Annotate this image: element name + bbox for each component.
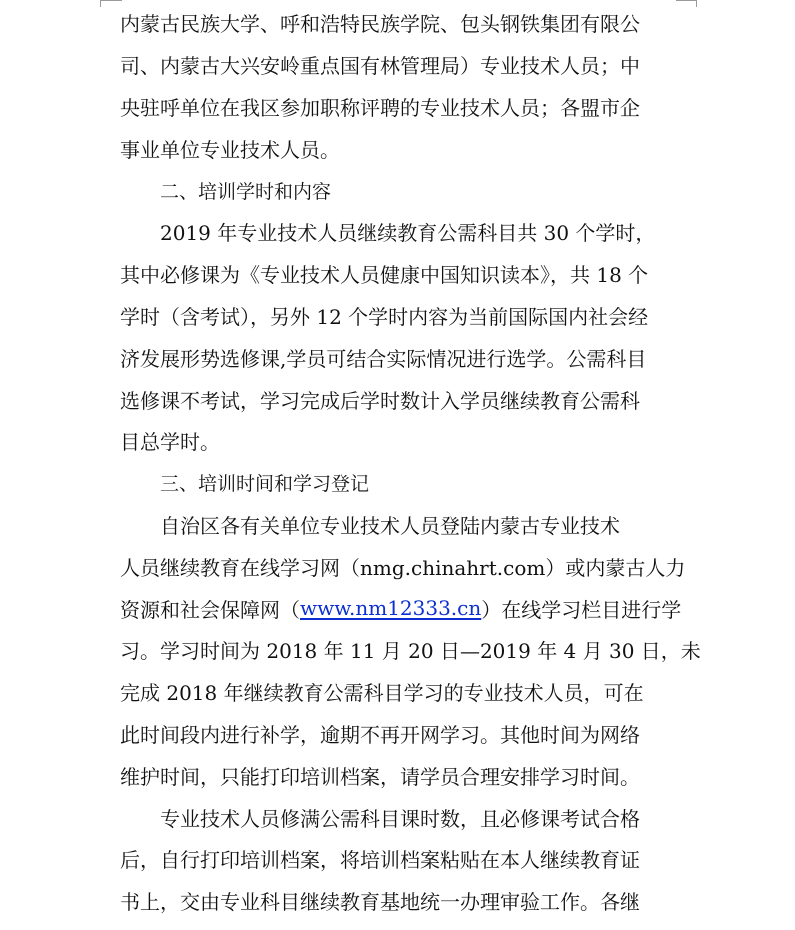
text-line: 后，自行打印培训档案，将培训档案粘贴在本人继续教育证 [120,848,640,873]
margin-corner-mark-right [696,0,697,7]
text-line: 选修课不考试，学习完成后学时数计入学员继续教育公需科 [120,388,640,413]
text-line: 书上，交由专业科目继续教育基地统一办理审验工作。各继 [120,890,640,915]
website-link[interactable]: www.nm12333.cn [300,596,482,621]
text-line: 事业单位专业技术人员。 [120,137,340,162]
text-line: 司、内蒙古大兴安岭重点国有林管理局）专业技术人员；中 [120,54,640,79]
text-line: 学时（含考试），另外 12 个学时内容为当前国际国内社会经 [120,304,649,329]
section-heading: 三、培训时间和学习登记 [160,473,370,496]
text-line: 内蒙古民族大学、呼和浩特民族学院、包头钢铁集团有限公 [120,12,640,37]
text-line: 自治区各有关单位专业技术人员登陆内蒙古专业技术 [160,513,620,538]
text-line: 完成 2018 年继续教育公需科目学习的专业技术人员，可在 [120,681,644,706]
text-line: 资源和社会保障网（ www.nm12333.cn ）在线学习栏目进行学 [120,596,682,622]
text-line: 目总学时。 [120,430,220,455]
text-line: 人员继续教育在线学习网（nmg.chinahrt.com）或内蒙古人力 [120,555,686,580]
text-line: 济发展形势选修课,学员可结合实际情况进行选学。公需科目 [120,346,647,371]
margin-corner-mark-left-top [100,0,122,4]
margin-corner-mark-right-top [676,0,696,4]
section-heading: 二、培训学时和内容 [160,180,332,203]
text-line: 专业技术人员修满公需科目课时数，且必修课考试合格 [160,806,640,831]
text-line: 其中必修课为《专业技术人员健康中国知识读本》，共 18 个 [120,263,649,288]
text-line: 2019 年专业技术人员继续教育公需科目共 30 个学时， [160,221,656,246]
text-line: 央驻呼单位在我区参加职称评聘的专业技术人员；各盟市企 [120,95,640,120]
text-line: 维护时间，只能打印培训档案，请学员合理安排学习时间。 [120,764,640,789]
document-body [120,2,701,922]
text-line: 习。学习时间为 2018 年 11 月 20 日—2019 年 4 月 30 日，未 [120,639,701,664]
text-line: 此时间段内进行补学，逾期不再开网学习。其他时间为网络 [120,722,640,747]
